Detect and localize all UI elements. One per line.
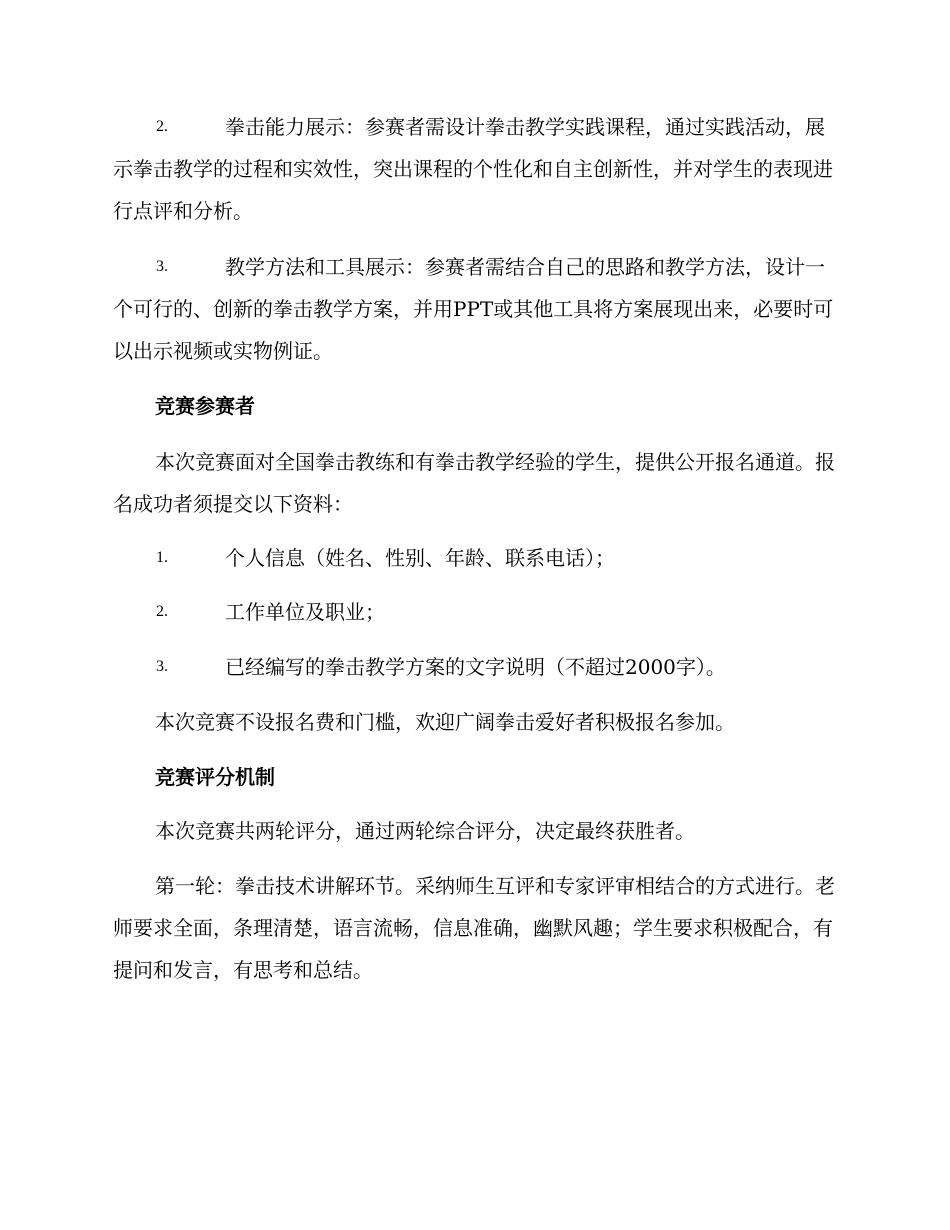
list-text: 教学方法和工具展示：参赛者需结合自己的思路和教学方法，设计一个可行的、创新的拳击教学方案，并用PPT或其他工具将方案展现出来，必要时可以出示视频或实物例证。 [113,255,834,363]
list-text: 拳击能力展示：参赛者需设计拳击教学实践课程，通过实践活动，展示拳击教学的过程和实效性，突出课程的个性化和自主创新性，并对学生的表现进行点评和分析。 [113,115,833,223]
section-heading-participants: 竞赛参赛者 [155,394,255,418]
list-text: 已经编写的拳击教学方案的文字说明（不超过2000字）。 [225,655,726,679]
list-text: 个人信息（姓名、性别、年龄、联系电话）； [225,546,615,570]
list-item-material-3 [113,646,838,688]
list-item-prev-3 [113,246,838,372]
list-number: 2. [156,118,168,135]
section-heading-scoring: 竞赛评分机制 [155,765,275,789]
list-item-material-1 [113,537,838,579]
paragraph-no-fee: 本次竞赛不设报名费和门槛，欢迎广阔拳击爱好者积极报名参加。 [155,710,735,734]
paragraph-round-one: 第一轮：拳击技术讲解环节。采纳师生互评和专家评审相结合的方式进行。老师要求全面，条理清楚，语言流畅，信息准确，幽默风趣；学生要求积极配合，有提问和发言，有思考和总结。 [113,874,835,982]
list-text: 工作单位及职业； [225,600,385,624]
list-number: 3. [156,258,168,275]
paragraph-scoring-intro: 本次竞赛共两轮评分，通过两轮综合评分，决定最终获胜者。 [155,819,695,843]
list-number: 3. [156,658,168,675]
list-number: 2. [156,603,168,620]
list-item-prev-2 [113,106,838,232]
paragraph-participants-intro: 本次竞赛面对全国拳击教练和有拳击教学经验的学生，提供公开报名通道。报名成功者须提交以下资料： [113,450,835,516]
list-item-material-2 [113,591,838,633]
list-number: 1. [156,549,168,566]
